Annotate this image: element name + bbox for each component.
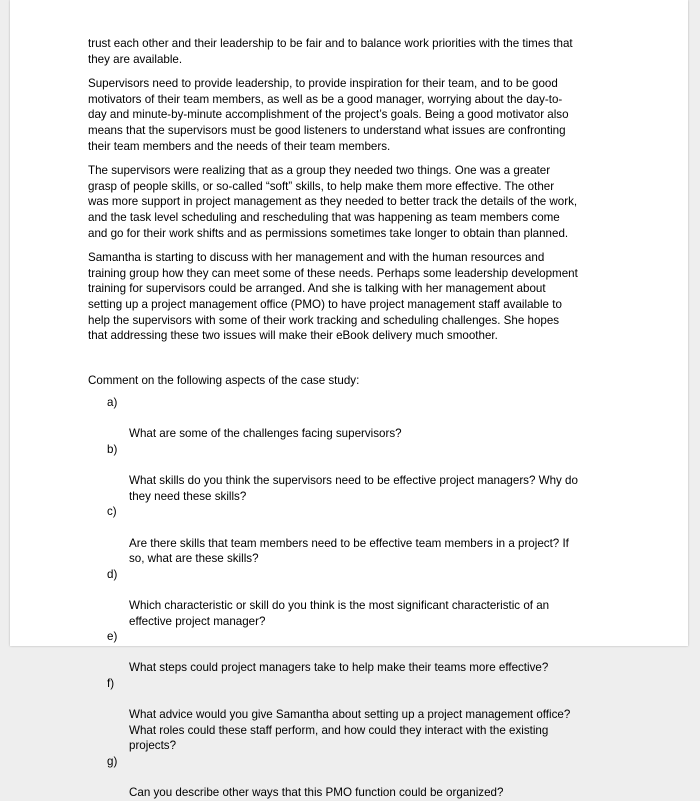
paragraph-supervisors-needs: The supervisors were realizing that as a group they needed two things. One was a greater grasp of people skills, or so-called “soft” skills, to help make them more effective. The other was more support in project management as they needed to better track the details of the work, and the task level scheduling and rescheduling that was happening as team members come and go for their work shifts and as permissions sometimes take longer to obtain than planned. bbox=[88, 164, 578, 240]
paragraph-supervisors-leadership: Supervisors need to provide leadership, to provide inspiration for their team, and to be good motivators of their team members, as well as be a good manager, worrying about the day-to- day and minute-by-minute accomplishment of the project’s goals. Being a good motivator also means that the supervisors must be good listeners to understand what issues are confronting their team members and the needs of their team members. bbox=[88, 77, 569, 153]
question-marker: c) bbox=[107, 505, 117, 519]
question-marker: e) bbox=[107, 630, 118, 644]
paragraph-samantha: Samantha is starting to discuss with her management and with the human resources and training group how they can meet some of these needs. Perhaps some leadership development training for supervisors could be arranged. And she is talking with her management about setting up a project management office (PMO) to have project management staff available to help the supervisors with some of their work tracking and scheduling challenges. She hopes that addressing these two issues will make their eBook delivery much smoother. bbox=[88, 251, 578, 343]
question-item bbox=[88, 395, 628, 442]
document-content bbox=[88, 36, 628, 801]
question-item bbox=[88, 567, 628, 629]
question-text: What skills do you think the supervisors need to be effective project managers? Why do they need these skills? bbox=[129, 474, 578, 503]
question-text: What advice would you give Samantha about setting up a project management office? What roles could these staff perform, and how could they interact with the existing projects? bbox=[129, 708, 571, 753]
question-item bbox=[88, 442, 628, 504]
document-page bbox=[10, 0, 688, 800]
question-text: Are there skills that team members need to be effective team members in a project? If so, what are these skills? bbox=[129, 536, 569, 566]
question-marker: b) bbox=[107, 443, 118, 457]
question-text: Can you describe other ways that this PMO function could be organized? bbox=[129, 786, 504, 800]
question-marker: g) bbox=[107, 754, 118, 768]
question-text: Which characteristic or skill do you think is the most significant characteristic of an effective project manager? bbox=[129, 599, 550, 628]
question-marker: a) bbox=[107, 396, 118, 410]
question-item bbox=[88, 629, 628, 676]
question-list bbox=[88, 395, 628, 800]
question-text: What are some of the challenges facing supervisors? bbox=[129, 427, 402, 441]
paragraph-trust: trust each other and their leadership to be fair and to balance work priorities with the times that they are available. bbox=[88, 37, 573, 66]
question-item bbox=[88, 754, 628, 801]
comment-heading: Comment on the following aspects of the case study: bbox=[88, 373, 360, 387]
question-item bbox=[88, 676, 628, 754]
question-marker: d) bbox=[107, 567, 118, 581]
question-text: What steps could project managers take to help make their teams more effective? bbox=[129, 661, 549, 675]
question-item bbox=[88, 504, 628, 566]
question-marker: f) bbox=[107, 676, 115, 690]
